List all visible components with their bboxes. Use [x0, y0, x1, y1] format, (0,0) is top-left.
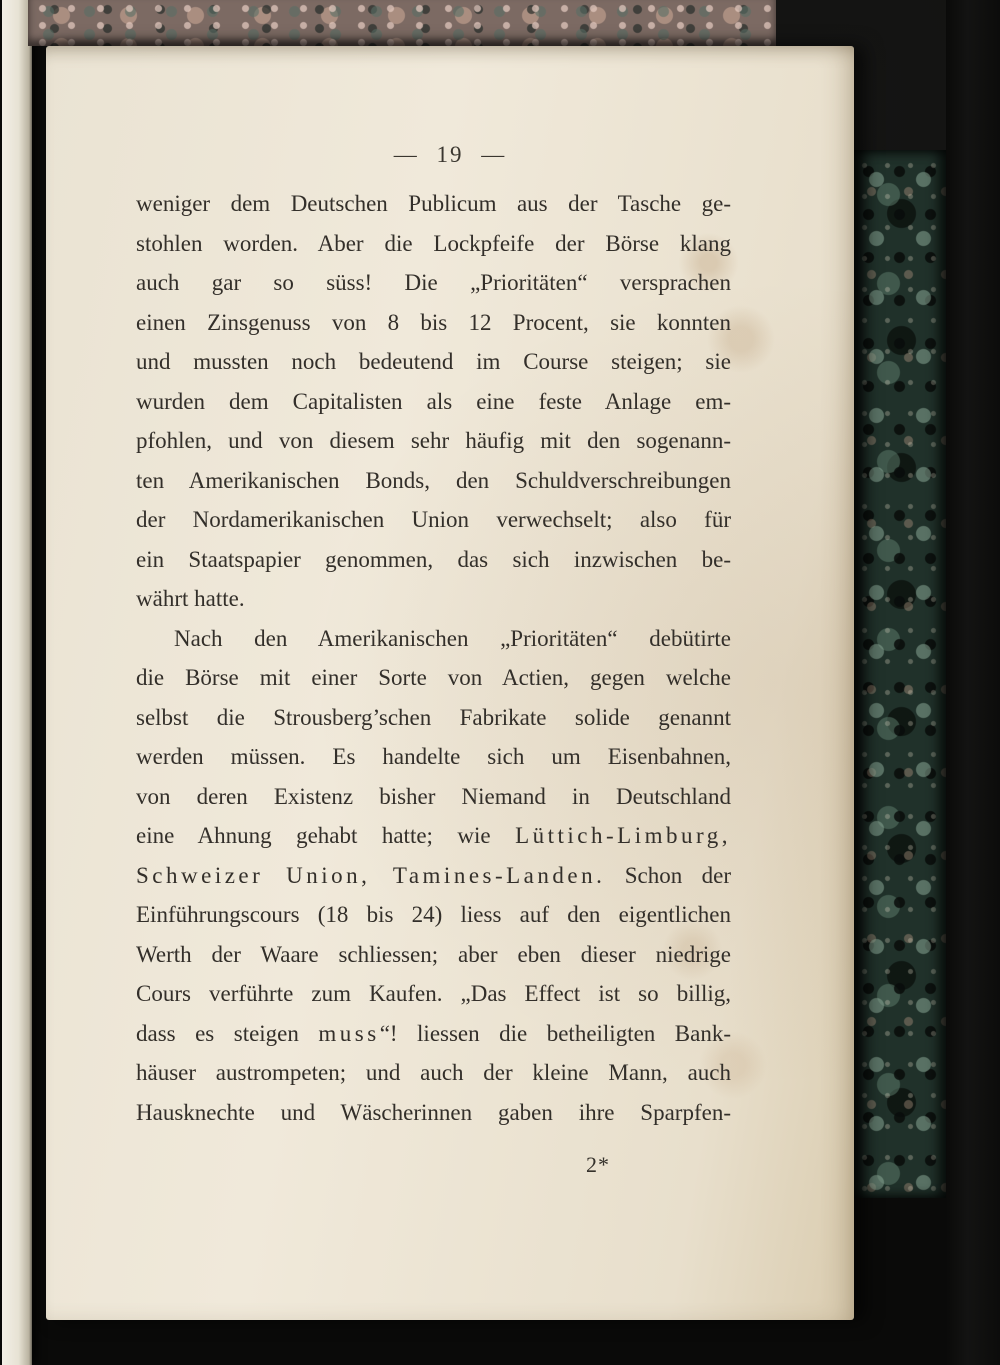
- letterspaced-text: muss: [318, 1020, 380, 1046]
- text-segment: Schon der: [605, 862, 731, 888]
- text-segment: Einführungscours (18 bis 24) liess auf den eigentlichen: [136, 902, 731, 927]
- text-line: [136, 500, 731, 540]
- text-segment: selbst die Strousberg’schen Fabrikate solide genannt: [136, 704, 731, 730]
- text-line: [136, 698, 731, 738]
- facing-page-edge: [2, 0, 32, 1365]
- text-line: [136, 224, 731, 264]
- text-segment: stohlen worden. Aber die Lockpfeife der Börse klang: [136, 230, 731, 256]
- text-segment: die Börse mit einer Sorte von Actien, gegen welche: [136, 665, 731, 690]
- text-line: [136, 579, 731, 619]
- book-page: [46, 46, 854, 1320]
- text-line: [136, 619, 731, 659]
- text-segment: eine Ahnung gehabt hatte; wie: [136, 823, 516, 848]
- text-segment: Cours verführte zum Kaufen. „Das Effect ist so billig,: [136, 981, 731, 1006]
- text-line: [136, 935, 731, 975]
- text-line: [136, 461, 731, 501]
- text-segment: der Nordamerikanischen Union verwechselt; also für: [136, 507, 731, 532]
- text-line: [136, 895, 731, 935]
- text-line: [136, 856, 731, 896]
- text-line: [136, 1053, 731, 1093]
- text-segment: Hausknechte und Wäscherinnen gaben ihre Sparpfen-: [136, 1099, 731, 1125]
- signature-mark: 2*: [586, 1152, 610, 1177]
- text-line: [136, 263, 731, 303]
- text-line: [136, 1014, 731, 1054]
- text-line: [136, 974, 731, 1014]
- text-line: [136, 658, 731, 698]
- text-segment: weniger dem Deutschen Publicum aus der Tasche ge-: [136, 191, 731, 216]
- text-line: [136, 382, 731, 422]
- text-segment: dass es steigen: [136, 1020, 319, 1046]
- text-segment: auch gar so süss! Die „Prioritäten“ versprachen: [136, 270, 731, 295]
- text-line: [136, 184, 731, 224]
- text-segment: einen Zinsgenuss von 8 bis 12 Procent, sie konnten: [136, 309, 731, 335]
- marbled-board-top: [28, 0, 776, 46]
- text-segment: wurden dem Capitalisten als eine feste Anlage em-: [136, 388, 731, 414]
- text-segment: “! liessen die betheiligten Bank-: [379, 1020, 731, 1046]
- text-line: [136, 1093, 731, 1133]
- text-segment: häuser austrompeten; und auch der kleine Mann, auch: [136, 1060, 731, 1085]
- letterspaced-text: Schweizer Union, Tamines-Landen.: [136, 862, 606, 888]
- marbled-endpaper: [853, 150, 947, 1198]
- text-segment: und mussten noch bedeutend im Course steigen; sie: [136, 349, 731, 374]
- text-line: [136, 540, 731, 580]
- text-line: [136, 816, 731, 856]
- text-segment: werden müssen. Es handelte sich um Eisenbahnen,: [136, 744, 731, 769]
- text-line: [136, 342, 731, 382]
- letterspaced-text: Lüttich-Limburg,: [515, 823, 731, 848]
- text-line: [136, 737, 731, 777]
- book-spine: [946, 0, 1000, 1365]
- text-line: [136, 421, 731, 461]
- text-segment: ein Staatspapier genommen, das sich inzwischen be-: [136, 546, 731, 572]
- body-text: [46, 184, 854, 1132]
- text-segment: pfohlen, und von diesem sehr häufig mit den sogenann-: [136, 428, 731, 453]
- text-segment: Nach den Amerikanischen „Prioritäten“ debütirte: [174, 625, 731, 651]
- text-line: [136, 303, 731, 343]
- text-segment: ten Amerikanischen Bonds, den Schuldverschreibungen: [136, 467, 731, 493]
- text-segment: von deren Existenz bisher Niemand in Deutschland: [136, 783, 731, 809]
- text-segment: währt hatte.: [136, 586, 245, 611]
- text-line: [136, 777, 731, 817]
- text-segment: Werth der Waare schliessen; aber eben dieser niedrige: [136, 941, 731, 967]
- page-number: — 19 —: [393, 142, 507, 167]
